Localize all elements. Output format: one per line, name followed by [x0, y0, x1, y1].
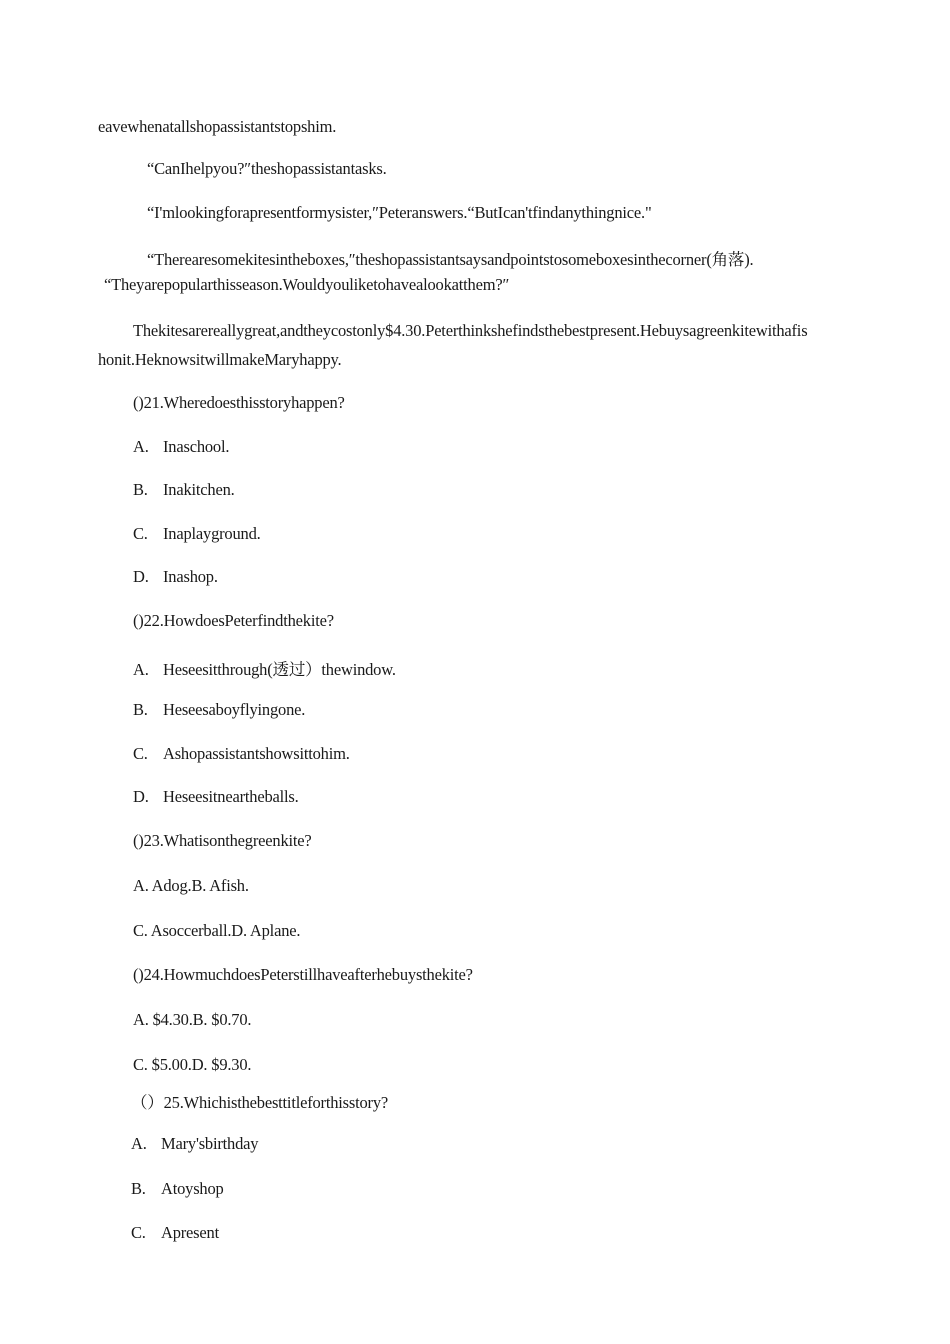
passage-line: eavewhenatallshopassistantstopshim.	[98, 117, 337, 136]
option-letter: A.	[131, 1134, 147, 1153]
answer-option	[133, 480, 235, 500]
answer-options-row: C. $5.00.D. $9.30.	[133, 1055, 252, 1074]
answer-option	[133, 437, 229, 457]
answer-option	[133, 656, 396, 680]
option-text: Apresent	[161, 1223, 219, 1242]
option-letter: D.	[133, 567, 149, 586]
option-text: Heseesaboyflyingone.	[163, 700, 306, 719]
option-text: Atoyshop	[161, 1179, 224, 1198]
option-letter: D.	[133, 787, 149, 806]
option-letter: B.	[131, 1179, 146, 1198]
option-text: Inaplayground.	[163, 524, 261, 543]
question-stem: （）25.Whichisthebesttitleforthisstory?	[131, 1093, 389, 1112]
option-text: Inashop.	[163, 567, 218, 586]
option-text: Inaschool.	[163, 437, 230, 456]
answer-options-row: C. Asoccerball.D. Aplane.	[133, 921, 301, 940]
question-stem: ()24.HowmuchdoesPeterstillhaveafterhebuysthekite?	[133, 965, 473, 984]
answer-option	[133, 567, 218, 587]
answer-option	[133, 524, 261, 544]
passage-line: honit.HeknowsitwillmakeMaryhappy.	[98, 350, 342, 369]
option-letter: B.	[133, 700, 148, 719]
option-letter: C.	[131, 1223, 146, 1242]
answer-option	[133, 700, 305, 720]
option-text: Inakitchen.	[163, 480, 235, 499]
option-text: Heseesitneartheballs.	[163, 787, 299, 806]
answer-option	[131, 1134, 258, 1154]
option-letter: C.	[133, 524, 148, 543]
answer-options-row: A. $4.30.B. $0.70.	[133, 1010, 252, 1029]
question-stem: ()21.Wheredoesthisstoryhappen?	[133, 393, 345, 412]
answer-option	[133, 787, 299, 807]
passage-line: “Theyarepopularthisseason.Wouldyouliketohavealookatthem?″	[104, 275, 510, 294]
option-text: Heseesitthrough(透过）thewindow.	[163, 660, 396, 679]
option-letter: C.	[133, 744, 148, 763]
option-text: Ashopassistantshowsittohim.	[163, 744, 350, 763]
passage-line: Thekitesarereallygreat,andtheycostonly$4.30.Peterthinkshefindsthebestpresent.Hebuysagreenkitewithafis	[133, 321, 808, 340]
answer-option	[133, 744, 350, 764]
passage-line: “Therearesomekitesintheboxes,″theshopassistantsaysandpointstosomeboxesinthecorner(角落).	[147, 250, 754, 269]
answer-option	[131, 1223, 219, 1243]
answer-options-row: A. Adog.B. Afish.	[133, 876, 249, 895]
option-letter: B.	[133, 480, 148, 499]
option-letter: A.	[133, 437, 149, 456]
option-text: Mary'sbirthday	[161, 1134, 259, 1153]
answer-option	[131, 1179, 224, 1199]
question-stem: ()23.Whatisonthegreenkite?	[133, 831, 312, 850]
passage-line: “CanIhelpyou?″theshopassistantasks.	[147, 159, 387, 178]
option-letter: A.	[133, 660, 149, 679]
passage-line: “I'mlookingforapresentformysister,″Peteranswers.“ButIcan'tfindanythingnice."	[147, 203, 652, 222]
question-stem: ()22.HowdoesPeterfindthekite?	[133, 611, 334, 630]
